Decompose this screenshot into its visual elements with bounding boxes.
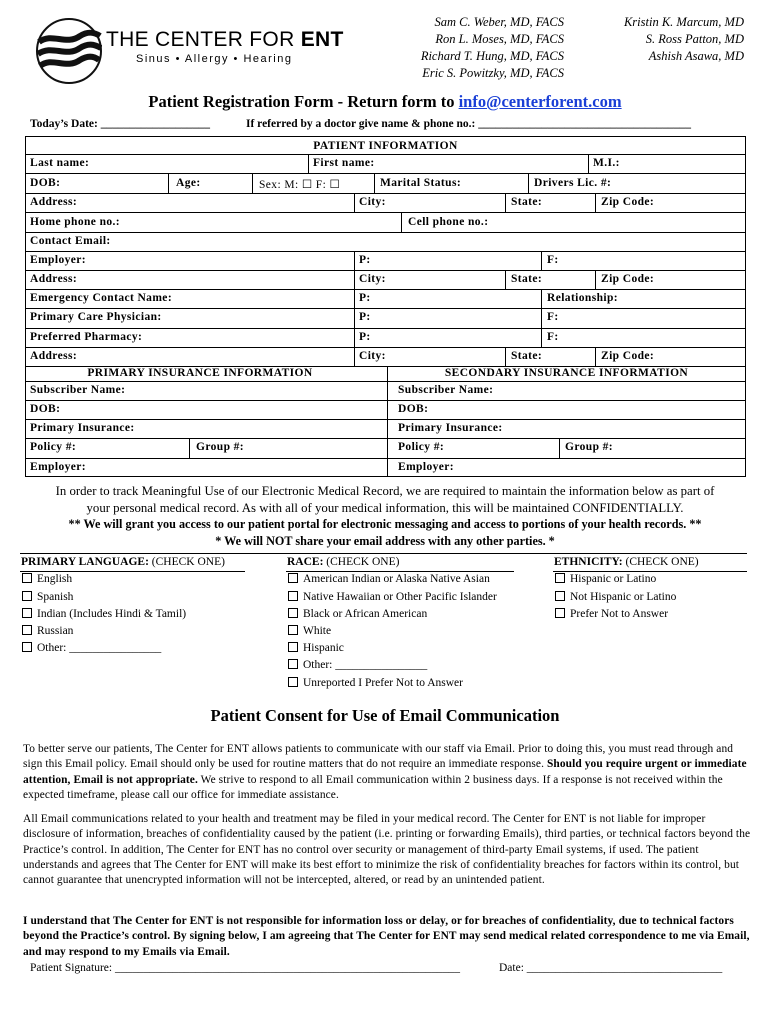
city-field[interactable]: City:	[359, 196, 386, 208]
checkbox-icon[interactable]	[288, 659, 298, 669]
doctor-name: Kristin K. Marcum, MD	[623, 15, 744, 29]
checkbox-icon[interactable]	[22, 573, 32, 583]
sex-checkboxes[interactable]: Sex: M: ☐ F: ☐	[259, 179, 341, 191]
ethnicity-option[interactable]: Prefer Not to Answer	[555, 608, 668, 620]
race-option[interactable]: Other: ________________	[288, 659, 427, 671]
doctor-name: Sam C. Weber, MD, FACS	[434, 15, 564, 29]
pharmacy-address-field[interactable]: Address:	[30, 350, 78, 362]
address-field[interactable]: Address:	[30, 196, 78, 208]
zip-code-field[interactable]: Zip Code:	[601, 196, 655, 208]
race-option[interactable]: Hispanic	[288, 642, 344, 654]
race-option[interactable]: White	[288, 625, 331, 637]
pcp-phone-field[interactable]: P:	[359, 311, 371, 323]
page-title-text: Patient Registration Form - Return form to	[148, 92, 459, 111]
employer-address-field[interactable]: Address:	[30, 273, 78, 285]
doctor-name: Eric S. Powitzky, MD, FACS	[422, 66, 564, 80]
patient-info-heading: PATIENT INFORMATION	[313, 140, 458, 152]
notice-line: ** We will grant you access to our patient portal for electronic messaging and access to portions of your health records. **	[68, 517, 702, 531]
last-name-field[interactable]: Last name:	[30, 157, 90, 169]
employer-state-field[interactable]: State:	[511, 273, 543, 285]
pharmacy-field[interactable]: Preferred Pharmacy:	[30, 331, 143, 343]
patient-signature-field[interactable]: Patient Signature: ____________________________________________________________	[30, 962, 460, 974]
relationship-field[interactable]: Relationship:	[547, 292, 619, 304]
checkbox-icon[interactable]	[288, 608, 298, 618]
doctor-name: Ron L. Moses, MD, FACS	[435, 32, 564, 46]
race-option[interactable]: Black or African American	[288, 608, 427, 620]
language-heading: PRIMARY LANGUAGE: (CHECK ONE)	[21, 556, 225, 568]
todays-date-field[interactable]: Today’s Date: ___________________	[30, 118, 210, 130]
logo-text-bold: ENT	[300, 28, 344, 51]
employer-phone-field[interactable]: P:	[359, 254, 371, 266]
state-field[interactable]: State:	[511, 196, 543, 208]
secondary-employer-field[interactable]: Employer:	[398, 461, 454, 473]
logo-waves-icon	[36, 16, 102, 86]
checkbox-icon[interactable]	[22, 642, 32, 652]
employer-fax-field[interactable]: F:	[547, 254, 559, 266]
pcp-fax-field[interactable]: F:	[547, 311, 559, 323]
ethnicity-heading: ETHNICITY: (CHECK ONE)	[554, 556, 699, 568]
signature-date-field[interactable]: Date: __________________________________	[499, 962, 723, 974]
primary-policy-field[interactable]: Policy #:	[30, 441, 77, 453]
secondary-policy-field[interactable]: Policy #:	[398, 441, 445, 453]
pharmacy-fax-field[interactable]: F:	[547, 331, 559, 343]
checkbox-icon[interactable]	[288, 573, 298, 583]
meaningful-use-notice	[0, 483, 770, 549]
doctors-column-1	[388, 14, 564, 82]
dob-field[interactable]: DOB:	[30, 177, 61, 189]
employer-city-field[interactable]: City:	[359, 273, 386, 285]
logo	[36, 16, 344, 96]
cell-phone-field[interactable]: Cell phone no.:	[408, 216, 489, 228]
language-option-english[interactable]: English	[22, 573, 72, 585]
ethnicity-option[interactable]: Not Hispanic or Latino	[555, 591, 676, 603]
secondary-subscriber-field[interactable]: Subscriber Name:	[398, 384, 494, 396]
secondary-group-field[interactable]: Group #:	[565, 441, 614, 453]
logo-tagline: Sinus • Allergy • Hearing	[136, 53, 293, 65]
checkbox-icon[interactable]	[288, 591, 298, 601]
emergency-phone-field[interactable]: P:	[359, 292, 371, 304]
employer-zip-field[interactable]: Zip Code:	[601, 273, 655, 285]
doctor-name: Ashish Asawa, MD	[648, 49, 744, 63]
contact-email-field[interactable]: Contact Email:	[30, 235, 111, 247]
doctor-name: S. Ross Patton, MD	[645, 32, 744, 46]
checkbox-icon[interactable]	[555, 608, 565, 618]
checkbox-icon[interactable]	[288, 677, 298, 687]
checkbox-icon[interactable]	[22, 608, 32, 618]
consent-paragraph-1: To better serve our patients, The Center for ENT allows patients to communicate with our staff via Email. Prior to doing this, you must read through and sign this Email policy. Email should only be used for routine matters that do not require an immediate response. Should you require urgent or immediate attention, Email is not appropriate. We strive to respond to all Email communication within 2 business days. If a response is not received within the expected timeframe, please call our office for immediate assistance.	[23, 743, 747, 801]
age-field[interactable]: Age:	[176, 177, 201, 189]
consent-title: Patient Consent for Use of Email Communication	[210, 706, 560, 725]
drivers-license-field[interactable]: Drivers Lic. #:	[534, 177, 612, 189]
pharmacy-city-field[interactable]: City:	[359, 350, 386, 362]
language-option-russian[interactable]: Russian	[22, 625, 73, 637]
referral-field[interactable]: If referred by a doctor give name & phone no.: _____________________________________	[246, 118, 691, 130]
primary-employer-field[interactable]: Employer:	[30, 461, 86, 473]
race-option[interactable]: Unreported I Prefer Not to Answer	[288, 677, 463, 689]
employer-field[interactable]: Employer:	[30, 254, 86, 266]
marital-status-field[interactable]: Marital Status:	[380, 177, 462, 189]
pharmacy-zip-field[interactable]: Zip Code:	[601, 350, 655, 362]
first-name-field[interactable]: First name:	[313, 157, 375, 169]
race-option[interactable]: American Indian or Alaska Native Asian	[288, 573, 490, 585]
email-link[interactable]: info@centerforent.com	[458, 92, 622, 111]
page-title	[0, 92, 770, 112]
checkbox-icon[interactable]	[555, 573, 565, 583]
language-option-other[interactable]: Other: ________________	[22, 642, 161, 654]
logo-text: THE CENTER FOR	[106, 28, 295, 51]
secondary-insurance-heading: SECONDARY INSURANCE INFORMATION	[444, 367, 689, 379]
home-phone-field[interactable]: Home phone no.:	[30, 216, 121, 228]
notice-line: In order to track Meaningful Use of our Electronic Medical Record, we are required to maintain the information below as part of	[55, 484, 715, 498]
notice-line: * We will NOT share your email address with any other parties. *	[215, 533, 555, 548]
ethnicity-option[interactable]: Hispanic or Latino	[555, 573, 656, 585]
primary-dob-field[interactable]: DOB:	[30, 403, 61, 415]
primary-subscriber-field[interactable]: Subscriber Name:	[30, 384, 126, 396]
pharmacy-phone-field[interactable]: P:	[359, 331, 371, 343]
consent-paragraph-3: I understand that The Center for ENT is not responsible for information loss or delay, or for breaches of confidentiality, due to technical factors beyond the Practice’s control. By signing below, I am agreeing that The Center for ENT may send medical related correspondence to me via Email, and may respond to my Emails via Email.	[23, 915, 750, 958]
primary-insurance-heading: PRIMARY INSURANCE INFORMATION	[87, 367, 313, 379]
checkbox-icon[interactable]	[288, 625, 298, 635]
middle-initial-field[interactable]: M.I.:	[593, 157, 620, 169]
doctor-name: Richard T. Hung, MD, FACS	[420, 49, 564, 63]
secondary-insurance-field[interactable]: Primary Insurance:	[398, 422, 503, 434]
secondary-dob-field[interactable]: DOB:	[398, 403, 429, 415]
doctors-column-2	[588, 14, 744, 65]
checkbox-icon[interactable]	[555, 591, 565, 601]
race-heading: RACE: (CHECK ONE)	[287, 556, 400, 568]
primary-insurance-field[interactable]: Primary Insurance:	[30, 422, 135, 434]
checkbox-icon[interactable]	[22, 591, 32, 601]
race-option[interactable]: Native Hawaiian or Other Pacific Islander	[288, 591, 497, 603]
pharmacy-state-field[interactable]: State:	[511, 350, 543, 362]
checkbox-icon[interactable]	[288, 642, 298, 652]
notice-line: your personal medical record. As with all of your medical information, this will be maintained CONFIDENTIALLY.	[86, 500, 684, 515]
emergency-contact-field[interactable]: Emergency Contact Name:	[30, 292, 173, 304]
language-option-indian[interactable]: Indian (Includes Hindi & Tamil)	[22, 608, 186, 620]
consent-paragraph-2: All Email communications related to your health and treatment may be filed in your medical record. The Center for ENT is not liable for improper disclosure of information, breaches of confidentiality caused by the patient (i.e. printing or forwarding Emails), third parties, or technical factors beyond the Practice’s control. In addition, The Center for ENT has no control over security or management of third-party Email systems, if used. The patient understands and agrees that The Center for ENT will make its best effort to minimize the risk of confidentiality breaches for factors within its control, but cannot guarantee that unencrypted information will not be intercepted, altered, or read by an unintended patient.	[23, 813, 751, 887]
checkbox-icon[interactable]	[22, 625, 32, 635]
language-option-spanish[interactable]: Spanish	[22, 591, 73, 603]
pcp-field[interactable]: Primary Care Physician:	[30, 311, 162, 323]
primary-group-field[interactable]: Group #:	[196, 441, 245, 453]
